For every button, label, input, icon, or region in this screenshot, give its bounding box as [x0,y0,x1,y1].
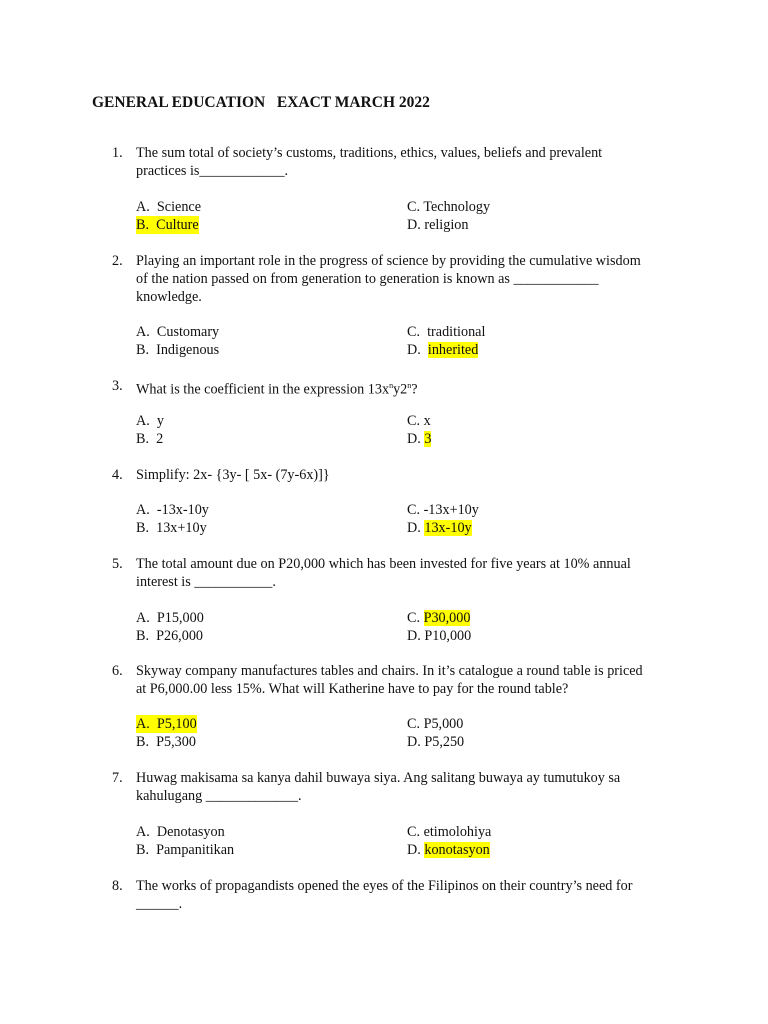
question-text-line: interest is ___________. [136,574,276,590]
question-text-line: practices is____________. [136,163,289,179]
highlighted-answer: inherited [427,342,479,358]
question-number: 5. [112,556,123,572]
option-a: A. y [136,413,164,429]
option-c: C. etimolohiya [407,824,492,840]
option-a: A. Science [136,199,202,215]
question-text [136,144,692,180]
question-text-line: The sum total of society’s customs, traditions, ethics, values, beliefs and prevalent [136,145,603,161]
option-c: C. Technology [407,199,491,215]
options-6 [136,715,696,751]
option-a: A. Customary [136,324,220,340]
option-d: D. P10,000 [407,628,472,644]
option-b: B. P5,300 [136,734,196,750]
option-a-highlighted-answer: A. P5,100 [136,716,197,732]
option-a: A. Denotasyon [136,824,225,840]
question-7 [112,769,692,805]
question-1 [112,144,692,180]
question-3 [112,377,692,399]
question-5 [112,555,692,591]
option-b: B. Indigenous [136,342,220,358]
options-5 [136,609,696,645]
question-text-line: knowledge. [136,289,202,305]
question-text-line: ______. [136,896,183,912]
question-text-line: at P6,000.00 less 15%. What will Katherine have to pay for the round table? [136,681,569,697]
options-1 [136,198,696,234]
option-c: C. -13x+10y [407,502,479,518]
question-text-line: of the nation passed on from generation to generation is known as ____________ [136,271,599,287]
option-b: B. P26,000 [136,628,204,644]
question-2 [112,252,692,306]
option-c: C. P30,000 [407,610,471,626]
option-a: A. -13x-10y [136,502,209,518]
question-text-line: Playing an important role in the progress of science by providing the cumulative wisdom [136,253,641,269]
question-number: 8. [112,878,123,894]
question-text-line: kahulugang _____________. [136,788,302,804]
question-text [136,466,692,484]
option-b: B. 13x+10y [136,520,207,536]
option-c: C. x [407,413,431,429]
question-4 [112,466,692,484]
highlighted-answer: P30,000 [423,610,471,626]
question-text [136,662,692,698]
question-text-line: Simplify: 2x- {3y- [ 5x- (7y-6x)]} [136,467,330,483]
option-a: A. P15,000 [136,610,204,626]
option-c: C. P5,000 [407,716,464,732]
question-text-line: Huwag makisama sa kanya dahil buwaya siya. Ang salitang buwaya ay tumutukoy sa [136,770,621,786]
question-text [136,877,692,913]
question-6 [112,662,692,698]
question-8 [112,877,692,913]
highlighted-answer: 13x-10y [424,520,472,536]
highlighted-answer: konotasyon [424,842,490,858]
question-number: 2. [112,253,123,269]
exam-title: GENERAL EDUCATION EXACT MARCH 2022 [92,94,430,111]
option-d: D. 13x-10y [407,520,472,536]
option-c: C. traditional [407,324,486,340]
question-number: 4. [112,467,123,483]
options-2 [136,323,696,359]
option-d: D. 3 [407,431,432,447]
question-number: 6. [112,663,123,679]
question-number: 3. [112,378,123,394]
question-text [136,769,692,805]
question-number: 7. [112,770,123,786]
question-text [136,555,692,591]
question-text [136,252,692,306]
question-text: What is the coefficient in the expression $13x^ny2^n$? [136,381,418,398]
option-b: B. Pampanitikan [136,842,235,858]
option-d: D. inherited [407,342,479,358]
options-3 [136,412,696,448]
question-text-line: The total amount due on P20,000 which has been invested for five years at 10% annual [136,556,631,572]
option-d: D. religion [407,217,469,233]
options-4 [136,501,696,537]
options-7 [136,823,696,859]
option-d: D. P5,250 [407,734,465,750]
option-b: B. 2 [136,431,164,447]
option-d: D. konotasyon [407,842,490,858]
question-text-line: Skyway company manufactures tables and chairs. In it’s catalogue a round table is priced [136,663,643,679]
question-text-line: The works of propagandists opened the eyes of the Filipinos on their country’s need for [136,878,633,894]
highlighted-answer: 3 [424,431,432,447]
option-b-highlighted-answer: B. Culture [136,217,199,233]
question-number: 1. [112,145,123,161]
